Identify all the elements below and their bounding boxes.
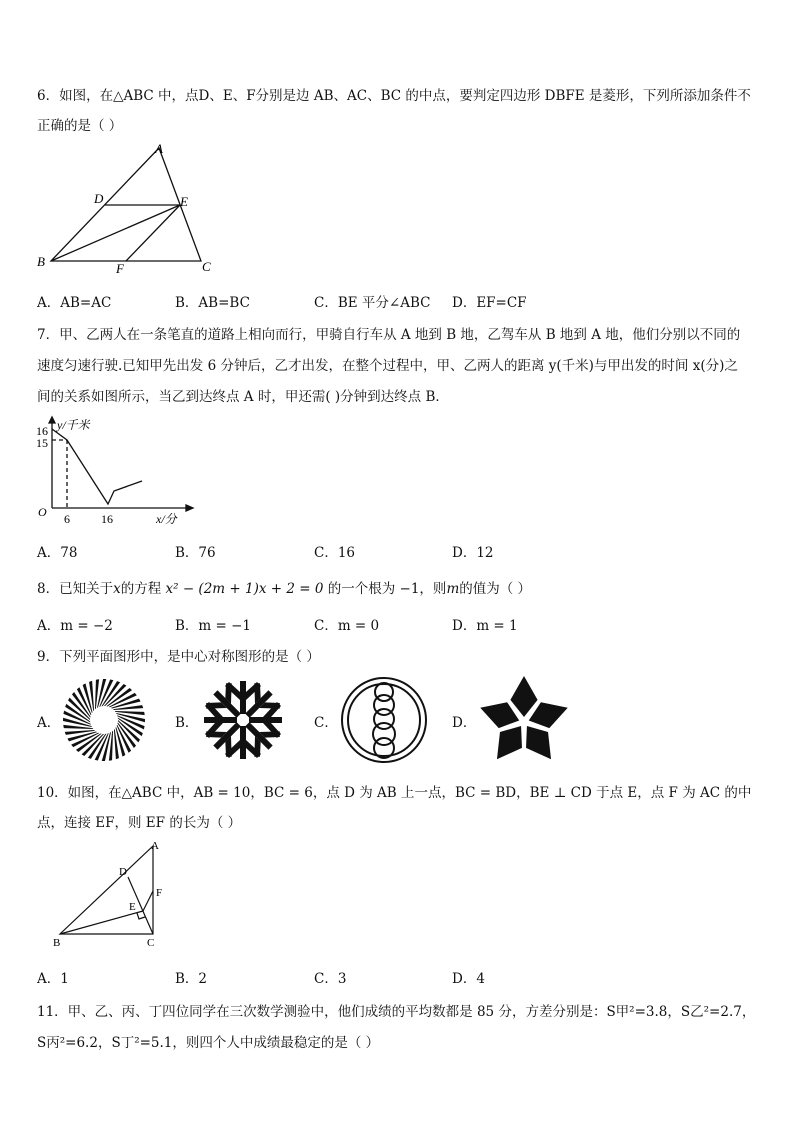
- pentagon-star-kite: [526, 726, 551, 759]
- q9-figure-a-sunburst: [62, 678, 146, 762]
- q7-x-axis-label: x/分: [156, 512, 177, 526]
- q6-triangle-figure: [30, 140, 230, 280]
- q10-label-a: A: [151, 840, 159, 852]
- q7-stem-line3: 间的关系如图所示，当乙到达终点 A 时，甲还需( )分钟到达终点 B．: [37, 389, 449, 405]
- q8-stem: [37, 577, 531, 597]
- q10-stem-line2: 点，连接 EF，则 EF 的长为（ ）: [37, 815, 242, 831]
- q9-option-b-letter: B．: [175, 715, 199, 731]
- q7-stem-line2: 速度匀速行驶.已知甲先出发 6 分钟后，乙才出发，在整个过程中，甲、乙两人的距离 y(千米)与甲出发的时间 x(分)之: [37, 358, 738, 374]
- q6-stem-line2: 正确的是（ ）: [37, 118, 123, 134]
- q8-stem-c: 的一个根为 −1，则: [327, 581, 447, 597]
- q8-stem-a: 8．已知关于: [37, 581, 114, 597]
- q6-label-f: F: [116, 261, 124, 276]
- q8-option-d: D．m = 1: [452, 618, 518, 634]
- q6-label-d: D: [94, 191, 104, 206]
- q6-label-e: E: [180, 194, 188, 209]
- q8-option-b: B．m = −1: [175, 618, 252, 634]
- q7-y-tick-16: 16: [36, 424, 48, 438]
- q7-option-a: A．78: [37, 545, 78, 561]
- q10-option-c: C．3: [314, 971, 347, 987]
- q10-label-e: E: [129, 901, 136, 913]
- q7-origin-label: O: [38, 505, 47, 519]
- q10-label-b: B: [53, 937, 61, 949]
- q10-option-d: D．4: [452, 971, 485, 987]
- q7-x-tick-16: 16: [101, 512, 113, 526]
- q8-var-m: m: [446, 581, 460, 597]
- q7-y-tick-15: 15: [36, 436, 48, 450]
- q7-option-b: B．76: [175, 545, 216, 561]
- q6-label-c: C: [202, 259, 211, 274]
- q8-option-a: A．m = −2: [37, 618, 113, 634]
- q9-option-c-letter: C．: [314, 715, 338, 731]
- q7-x-tick-6: 6: [64, 512, 70, 526]
- q8-var-x: x: [113, 581, 121, 597]
- q7-option-c: C．16: [314, 545, 356, 561]
- pentagon-star-kite: [529, 702, 568, 728]
- q11-stem-line1: 11．甲、乙、丙、丁四位同学在三次数学测验中，他们成绩的平均数都是 85 分，方差分别是：S甲²=3.8，S乙²=2.7，: [37, 1004, 756, 1020]
- pentagon-star-kite: [497, 726, 522, 759]
- q9-option-a-letter: A．: [37, 715, 61, 731]
- q7-distance-graph: [30, 415, 200, 530]
- q6-option-b: B．AB=BC: [175, 295, 250, 311]
- q9-figure-d-pentagon-star: [476, 670, 572, 766]
- q9-figure-c-circles: [340, 676, 428, 764]
- q6-option-d: D．EF=CF: [452, 295, 527, 311]
- q10-option-a: A．1: [37, 971, 69, 987]
- q10-label-d: D: [119, 866, 127, 878]
- q6-option-c: C．BE 平分∠ABC: [314, 295, 431, 311]
- q9-option-d-letter: D．: [452, 715, 477, 731]
- q10-label-f: F: [156, 887, 163, 899]
- q8-equation: x² − (2m + 1)x + 2 = 0: [165, 581, 324, 597]
- q11-stem-line2: S丙²=6.2，S丁²=5.1，则四个人中成绩最稳定的是（ ）: [37, 1035, 380, 1051]
- q10-stem-line1: 10．如图，在△ABC 中，AB = 10，BC = 6，点 D 为 AB 上一点，BC = BD，BE ⊥ CD 于点 E，点 F 为 AC 的中: [37, 785, 752, 801]
- q6-stem-line1: 6．如图，在△ABC 中，点D、E、F分别是边 AB、AC、BC 的中点，要判定四边形 DBFE 是菱形，下列所添加条件不: [37, 88, 751, 104]
- pentagon-star-kite: [480, 702, 519, 728]
- q7-option-d: D．12: [452, 545, 494, 561]
- q10-option-b: B．2: [175, 971, 208, 987]
- q7-y-axis-label: y/千米: [57, 418, 90, 432]
- q8-stem-b: 的方程: [120, 581, 162, 597]
- q10-label-c: C: [147, 937, 155, 949]
- q7-stem-line1: 7．甲、乙两人在一条笔直的道路上相向而行，甲骑自行车从 A 地到 B 地，乙驾车从 B 地到 A 地，他们分别以不同的: [37, 327, 741, 343]
- q10-triangle-figure: [50, 838, 180, 953]
- q8-stem-d: 的值为（ ）: [459, 581, 532, 597]
- q8-option-c: C．m = 0: [314, 618, 380, 634]
- q6-label-a: A: [155, 141, 163, 156]
- pentagon-star-kite: [510, 676, 537, 717]
- q6-option-a: A．AB=AC: [37, 295, 112, 311]
- q9-stem: 9．下列平面图形中，是中心对称图形的是（ ）: [37, 649, 320, 665]
- q9-figure-b-snowflake: [201, 678, 285, 762]
- q6-label-b: B: [37, 254, 45, 269]
